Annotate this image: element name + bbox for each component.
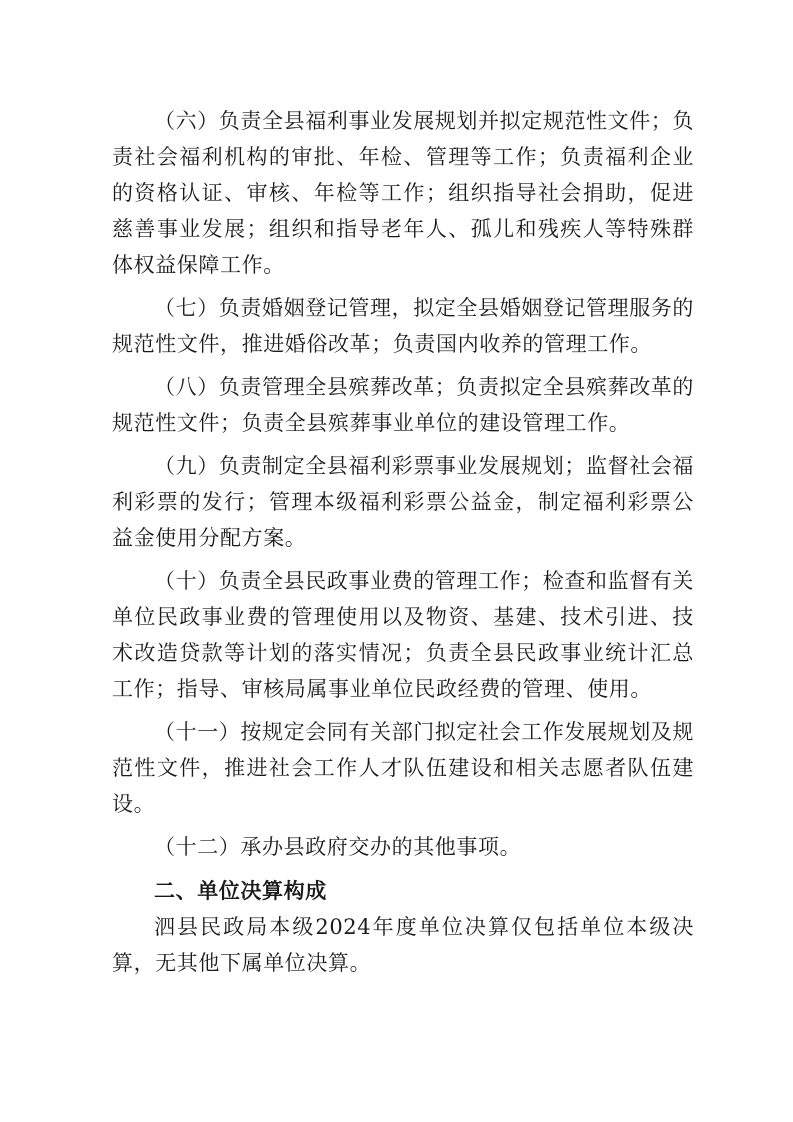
paragraph-item-9: （九）负责制定全县福利彩票事业发展规划；监督社会福利彩票的发行；管理本级福利彩票公益金，制定福利彩票公益金使用分配方案。 xyxy=(112,454,694,550)
section-heading: 二、单位决算构成 xyxy=(154,879,327,903)
paragraph-item-6: （六）负责全县福利事业发展规划并拟定规范性文件；负责社会福利机构的审批、年检、管理等工作；负责福利企业的资格认证、审核、年检等工作；组织指导社会捐助，促进慈善事业发展；组织和指导老年人、孤儿和残疾人等特殊群体权益保障工作。 xyxy=(112,109,694,277)
document-page xyxy=(112,103,694,981)
paragraph-item-10: （十）负责全县民政事业费的管理工作；检查和监督有关单位民政事业费的管理使用以及物资、基建、技术引进、技术改造贷款等计划的落实情况；负责全县民政事业统计汇总工作；指导、审核局属事业单位民政经费的管理、使用。 xyxy=(112,569,694,701)
paragraph-item-12: （十二）承办县政府交办的其他事项。 xyxy=(154,835,522,859)
paragraph-item-7: （七）负责婚姻登记管理，拟定全县婚姻登记管理服务的规范性文件，推进婚俗改革；负责国内收养的管理工作。 xyxy=(112,296,694,356)
paragraph-item-11: （十一）按规定会同有关部门拟定社会工作发展规划及规范性文件，推进社会工作人才队伍建设和相关志愿者队伍建设。 xyxy=(112,720,694,816)
paragraph-item-8: （八）负责管理全县殡葬改革；负责拟定全县殡葬改革的规范性文件；负责全县殡葬事业单位的建设管理工作。 xyxy=(112,375,694,435)
section-body: 泗县民政局本级2024年度单位决算仅包括单位本级决算，无其他下属单位决算。 xyxy=(112,915,694,975)
